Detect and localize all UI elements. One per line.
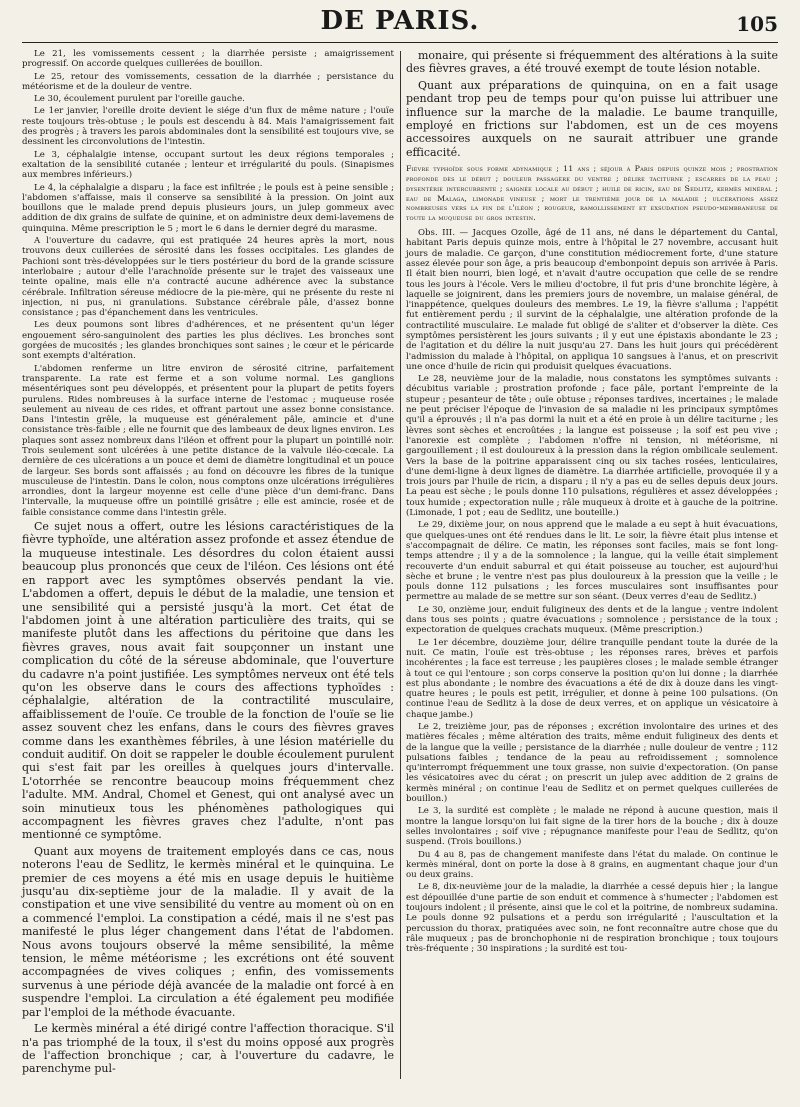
page-header	[22, 0, 778, 43]
paragraph: Le 8, dix-neuvième jour de la maladie, la diarrhée a cessé depuis hier ; la langue est dépouillée d'une partie de son enduit et commence à s'humecter ; l'abdomen est toujours indolent ; il présente, ainsi que le col et la poitrine, de nombreux sudamina. Le pouls donne 92 pulsations et a perdu son irrégularité ; l'auscultation et la percussion du thorax, pratiquées avec soin, ne font reconnaître autre chose que du râle muqueux ; pas de bronchophonie ni de respiration bronchique ; toux toujours très-fréquente ; 30 inspirations ; la surdité est tou-	[406, 882, 778, 955]
column-divider	[400, 51, 401, 1079]
paragraph: Du 4 au 8, pas de changement manifeste dans l'état du malade. On continue le kermès minéral, dont on porte la dose à 8 grains, en augmentant chaque jour d'un ou deux grains.	[406, 849, 778, 881]
paragraph: Ce sujet nous a offert, outre les lésions caractéristiques de la fièvre typhoïde, une altération assez profonde et assez étendue de la muqueuse intestinale. Les désordres du colon étaient aussi beaucoup plus prononcés que ceux de l'iléon. Ces lésions ont été en rapport avec les symptômes observés pendant la vie. L'abdomen a offert, depuis le début de la maladie, une tension et une sensibilité qui a persisté jusqu'à la mort. Cet état de l'abdomen joint à une altération particulière des traits, qui se manifeste plutôt dans les affections du péritoine que dans les fièvres graves, nous avait fait soupçonner un instant une complication du côté de la séreuse abdominale, que l'ouverture du cadavre n'a point justifiée. Les symptômes nerveux ont été tels qu'on les observe dans le cours des affections typhoïdes : céphalalgie, altération de la contractilité musculaire, affaiblissement de l'ouïe. Ce trouble de la fonction de l'ouïe se lie assez souvent chez les enfans, dans le cours des fièvres graves comme dans les exanthèmes fébriles, à une lésion matérielle du conduit auditif. On doit se rappeler le double écoulement purulent qui s'est fait par les oreilles à quelques jours d'intervalle. L'otorrhée se rencontre beaucoup moins fréquemment chez l'adulte. MM. Andral, Chomel et Genest, qui ont analysé avec un soin minutieux tous les phénomènes pathologiques qui accompagnent les fièvres graves chez l'adulte, n'ont pas mentionné ce symptôme.	[22, 520, 394, 842]
paragraph: A l'ouverture du cadavre, qui est pratiquée 24 heures après la mort, nous trouvons deux cuillerées de sérosité dans les fosses occipitales. Les glandes de Pachioni sont très-développées sur le tiers postérieur du bord de la grande scissure interlobaire ; autour d'elle l'arachnoïde présente sur le trajet des vaisseaux une teinte opaline, mais elle n'a contracté aucune adhérence avec la substance cérébrale. Infiltration séreuse médiocre de la pie-mère, qui ne présente du reste ni injection, ni pus, ni granulations. Substance cérébrale pâle, d'assez bonne consistance ; pas d'épanchement dans les ventricules.	[22, 236, 394, 319]
paragraph: Quant aux préparations de quinquina, on en a fait usage pendant trop peu de temps pour qu'on puisse lui attribuer une influence sur la marche de la maladie. Le baume tranquille, employé en frictions sur l'abdomen, est un de ces moyens accessoires auxquels on ne saurait attribuer une grande efficacité.	[406, 78, 778, 159]
paragraph: Le 29, dixième jour, on nous apprend que le malade a eu sept à huit évacuations, que quelques-unes ont été rendues dans le lit. Le soir, la fièvre était plus intense et s'accompagnait de délire. Ce matin, les réponses sont faciles, mais se font long-temps attendre ; il y a de la somnolence ; la langue, qui la veille était simplement recouverte d'un enduit saburral et qui était poisseuse au toucher, est aujourd'hui sèche et brune ; le ventre n'est pas plus douloureux à la pression que la veille ; le pouls donne 112 pulsations ; les forces musculaires sont insuffisantes pour permettre au malade de se mettre sur son séant. (Deux verres d'eau de Sedlitz.)	[406, 520, 778, 603]
paragraph: Le 1er janvier, l'oreille droite devient le siége d'un flux de même nature ; l'ouïe reste toujours très-obtuse ; le pouls est descendu à 84. Mais l'amaigrissement fait des progrès ; à travers les parois abdominales dont la sensibilité est toujours vive, se dessinent les circonvolutions de l'intestin.	[22, 106, 394, 148]
paragraph: Le 30, onzième jour, enduit fuligineux des dents et de la langue ; ventre indolent dans tous ses points ; quatre évacuations ; somnolence ; persistance de la toux ; expectoration de quelques crachats muqueux. (Même prescription.)	[406, 604, 778, 636]
paragraph: Le 1er décembre, douzième jour, délire tranquille pendant toute la durée de la nuit. Ce matin, l'ouïe est très-obtuse ; les réponses rares, brèves et parfois incohérentes ; la face est terreuse ; les paupières closes ; le malade semble étranger à tout ce qui l'entoure ; son corps conserve la position qu'on lui donne ; la diarrhée est plus abondante ; le nombre des évacuations a été de dix à douze dans les vingt-quatre heures ; le pouls est petit, irrégulier, et donne à peine 100 pulsations. (On continue l'eau de Sedlitz à la dose de deux verres, et on applique un vésicatoire à chaque jambe.)	[406, 637, 778, 720]
paragraph: Le 2, treizième jour, pas de réponses ; excrétion involontaire des urines et des matières fécales ; même altération des traits, même enduit fuligineux des dents et de la langue que la veille ; persistance de la diarrhée ; nulle douleur de ventre ; 112 pulsations faibles ; tendance de la peau au refroidissement ; somnolence qu'interrompt fréquemment une toux grasse, non suivie d'expectoration. (On panse les vésicatoires avec du cérat ; on prescrit un julep avec addition de 2 grains de kermès minéral ; on continue l'eau de Sedlitz et on permet quelques cuillerées de bouillon.)	[406, 721, 778, 805]
paragraph: Le 3, céphalalgie intense, occupant surtout les deux régions temporales ; exaltation de la sensibilité cutanée ; lenteur et irrégularité du pouls. (Sinapismes aux membres inférieurs.)	[22, 149, 394, 181]
paragraph: Obs. III. — Jacques Ozolle, âgé de 11 ans, né dans le département du Cantal, habitant Paris depuis quinze mois, entre à l'hôpital le 27 novembre, accusant huit jours de maladie. Ce garçon, d'une constitution médiocrement forte, d'une stature assez élevée pour son âge, a pris beaucoup d'embonpoint depuis son arrivée à Paris. Il était bien nourri, bien logé, et n'avait d'autre occupation que celle de se rendre tous les jours à l'école. Vers le milieu d'octobre, il fut pris d'une bronchite légère, à laquelle se joignirent, dans les premiers jours de novembre, un malaise général, de l'inappétence, quelques douleurs des membres. Le 19, la fièvre s'alluma ; l'appétit fut entièrement perdu ; il survint de la céphalalgie, une altération profonde de la contractilité musculaire. Le malade fut obligé de s'aliter et d'observer la diète. Ces symptômes persistèrent les jours suivants ; il y eut une épistaxis abondante le 23 ; de l'agitation et du délire la nuit jusqu'au 27. Dans les huit jours qui précédèrent l'admission du malade à l'hôpital, on appliqua 10 sangsues à l'anus, et on prescrivit une once d'huile de ricin qui produisit quelques évacuations.	[406, 228, 778, 372]
text-columns	[22, 49, 778, 1079]
paragraph: Le 28, neuvième jour de la maladie, nous constatons les symptômes suivants : décubitus variable ; prostration profonde ; face pâle, portant l'empreinte de la stupeur ; pesanteur de tête ; ouïe obtuse ; réponses tardives, incertaines ; le malade ne peut préciser l'époque de l'invasion de sa maladie ni les principaux symptômes qu'il a éprouvés ; il n'a pas dormi la nuit et a été en proie à un délire taciturne ; les lèvres sont sèches et encroûtées ; la langue est poisseuse ; la soif est peu vive ; l'anorexie est complète ; l'abdomen n'offre ni tension, ni météorisme, ni gargouillement ; il est douloureux à la pression dans la région ombilicale seulement. Vers la base de la poitrine apparaissent cinq ou six taches rosées, lenticulaires, d'une demi-ligne à deux lignes de diamètre. La diarrhée artificielle, provoquée il y a trois jours par l'huile de ricin, a disparu ; il n'y a pas eu de selles depuis deux jours. La peau est sèche ; le pouls donne 110 pulsations, régulières et assez développées ; toux humide ; expectoration nulle ; râle muqueux à droite et à gauche de la poitrine. (Limonade, 1 pot ; eau de Sedlitz, une bouteille.)	[406, 374, 778, 519]
paragraph: Le 25, retour des vomissements, cessation de la diarrhée ; persistance du météorisme et de la douleur de ventre.	[22, 71, 394, 92]
right-column	[406, 49, 778, 1079]
paragraph: monaire, qui présente si fréquemment des altérations à la suite des fièvres graves, a été trouvé exempt de toute lésion notable.	[406, 49, 778, 76]
paragraph: Le 30, écoulement purulent par l'oreille gauche.	[34, 94, 245, 105]
page-number: 105	[736, 12, 778, 36]
left-column	[22, 49, 394, 1079]
paragraph: Le 4, la céphalalgie a disparu ; la face est infiltrée ; le pouls est à peine sensible ; l'abdomen s'affaisse, mais il conserve sa sensibilité à la pression. On joint aux bouillons que le malade prend depuis plusieurs jours, un julep gommeux avec addition de dix grains de sulfate de quinine, et on administre deux demi-lavemens de quinquina. Même prescription le 5 ; mort le 6 dans le dernier degré du marasme.	[22, 182, 394, 234]
paragraph: Les deux poumons sont libres d'adhérences, et ne présentent qu'un léger engouement séro-sanguinolent des parties les plus déclives. Les bronches sont gorgées de mucosités ; les glandes bronchiques sont saines ; le cœur et le péricarde sont exempts d'altération.	[22, 320, 394, 362]
paragraph: Quant aux moyens de traitement employés dans ce cas, nous noterons l'eau de Sedlitz, le kermès minéral et le quinquina. Le premier de ces moyens a été mis en usage depuis le huitième jusqu'au dix-septième jour de la maladie. Il y avait de la constipation et une vive sensibilité du ventre au moment où on en a commencé l'emploi. La constipation a cédé, mais il ne s'est pas manifesté le plus léger changement dans l'état de l'abdomen. Nous avons toujours observé la même sensibilité, la même tension, le même météorisme ; les excrétions ont été souvent accompagnées de vives coliques ; enfin, des vomissements survenus à une période déjà avancée de la maladie ont forcé à en suspendre l'emploi. La circulation a été également peu modifiée par l'emploi de la méthode évacuante.	[22, 844, 394, 1019]
running-head: DE PARIS.	[320, 6, 480, 36]
paragraph: L'abdomen renferme un litre environ de sérosité citrine, parfaitement transparente. La rate est ferme et a son volume normal. Les ganglions mésentériques sont peu développés, et présentent pour la plupart de petits foyers purulens. Rides nombreuses à la surface interne de l'estomac ; muqueuse rosée seulement au niveau de ces rides, et offrant partout une assez bonne consistance. Dans l'intestin grêle, la muqueuse est généralement pâle, amincie et d'une consistance très-faible ; elle ne fournit que des lambeaux de deux lignes environ. Les plaques sont assez nombreux dans l'iléon et offrent pour la plupart un pointillé noir. Trois seulement sont ulcérées à une petite distance de la valvule iléo-cœcale. La dernière de ces ulcérations a un pouce et demi de diamètre longitudinal et un pouce de largeur. Ses bords sont affaissés ; au fond on découvre les fibres de la tunique musculeuse de l'intestin. Dans le colon, nous comptons onze ulcérations irrégulières arrondies, dont la largeur moyenne est celle d'une pièce d'un demi-franc. Dans l'intervalle, la muqueuse offre un pointillé grisâtre ; elle est amincie, rosée et de faible consistance comme dans l'intestin grêle.	[22, 363, 394, 518]
paragraph: Le 21, les vomissements cessent ; la diarrhée persiste ; amaigrissement progressif. On accorde quelques cuillerées de bouillon.	[22, 49, 394, 70]
paragraph: Le kermès minéral a été dirigé contre l'affection thoracique. S'il n'a pas triomphé de la toux, il s'est du moins opposé aux progrès de l'affection bronchique ; car, à l'ouverture du cadavre, le parenchyme pul-	[22, 1022, 394, 1076]
paragraph: Le 3, la surdité est complète ; le malade ne répond à aucune question, mais il montre la langue lorsqu'on lui fait signe de la tirer hors de la bouche ; dix à douze selles involontaires ; soif vive ; répugnance manifeste pour l'eau de Sedlitz, qu'on suspend. (Trois bouillons.)	[406, 806, 778, 848]
observation-title: Fièvre typhoïde sous forme adynamique ; 11 ans ; séjour à Paris depuis quinze mois ; prostration profonde dès le début ; douleur passagère du ventre ; délire taciturne ; escarres de la peau ; dysentérie intercurrente ; saignée locale au début ; huile de ricin, eau de Sedlitz, kermès minéral ; eau de Malaga, limonade vineuse ; mort le trentième jour de la maladie ; ulcérations assez nombreuses vers la fin de l'iléon ; rougeur, ramollissement et exsudation pseudo-membraneuse de toute la muqueuse du gros intestin.	[406, 164, 778, 223]
